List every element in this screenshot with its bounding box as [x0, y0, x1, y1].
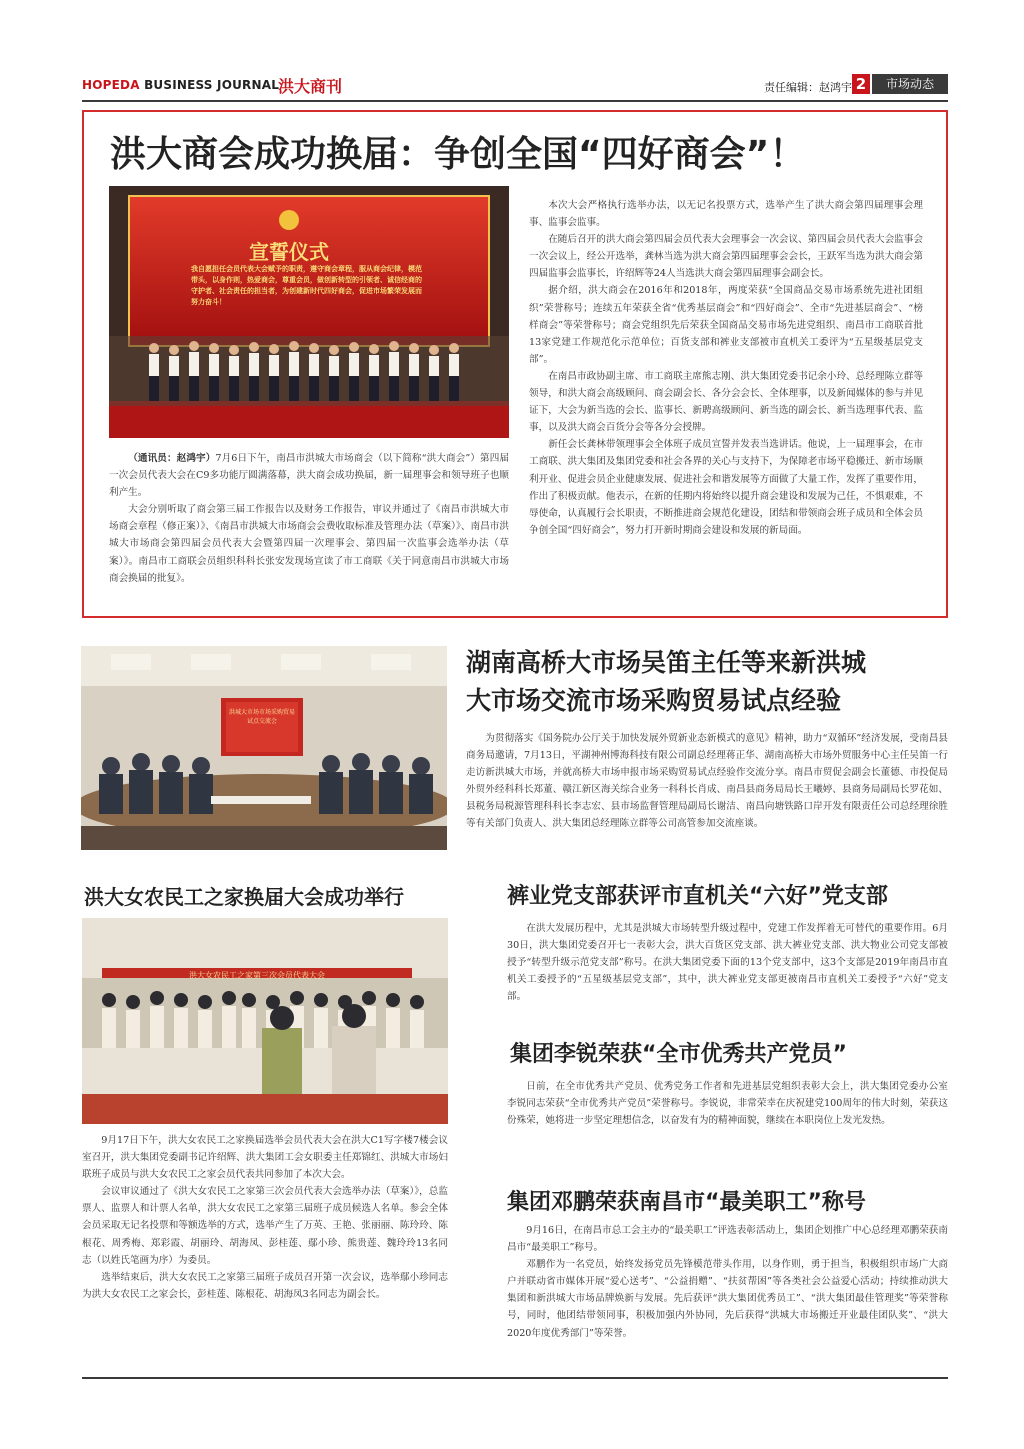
- article-5-title: 集团李锐荣获“全市优秀共产党员”: [510, 1042, 847, 1067]
- paragraph: 在随后召开的洪大商会第四届会员代表大会理事会一次会议、第四届会员代表大会监事会一次会议上，经公开选举，龚林当选为洪大商会第四届理事会会长，王跃军当选为洪大商会第四届监事会监事长，许绍辉等24人当选洪大商会第四届理事会副会长。: [529, 234, 923, 280]
- paragraph: 为贯彻落实《国务院办公厅关于加快发展外贸新业态新模式的意见》精神，助力“双循环”经济发展，受南昌县商务局邀请，7月13日，平湖神州博海科技有限公司副总经理蒋正华、湖南高桥大市场外贸服务中心主任吴笛一行走访新洪城大市场，并就高桥大市场申报市场采购贸易试点经验作交流分享。南昌市贸促会副会长董德、市投促局外贸外经科科长郑董、赣江新区海关综合业务一科科长肖成、南昌县商务局局长王曦婷、县商务局副局长罗花如、县税务局税源管理科科长李志宏、县市场监督管理局副局长谢洁、南昌向塘铁路口岸开发有限责任公司总经理徐胜等有关部门负责人、洪大集团总经理陈立群等公司高管参加交流座谈。: [466, 733, 948, 830]
- article-4-body: [507, 920, 948, 1005]
- masthead-rule: [82, 100, 948, 102]
- page-number: 2: [852, 74, 870, 94]
- paragraph: 日前，在全市优秀共产党员、优秀党务工作者和先进基层党组织表彰大会上，洪大集团党委办公室李锐同志荣获“全市优秀共产党员”荣誉称号。李锐说，非常荣幸在庆祝建党100周年的伟大时刻，荣获这份殊荣，她将进一步坚定理想信念，以奋发有为的精神面貌，继续在本职岗位上发光发热。: [507, 1081, 948, 1127]
- editor-credit: 责任编辑：赵鸿宇: [764, 81, 852, 94]
- footer-rule: [82, 1377, 948, 1379]
- article-3-photo: [82, 918, 448, 1124]
- oath-banner-title: 宣誓仪式: [249, 240, 329, 264]
- paragraph: 据介绍，洪大商会在2016年和2018年，两度荣获“全国商品交易市场系统先进社团组织”荣誉称号；连续五年荣获全省“优秀基层商会”和“四好商会”、全市“先进基层商会”、“榜样商会”等荣誉称号；商会党组织先后荣获全国商品交易市场先进党组织、南昌市工商联首批13家党建工作规范化示范单位；百货支部和裤业支部被市直机关工委评为“五星级基层党支部”。: [529, 285, 923, 365]
- article-2-title: [466, 644, 946, 720]
- article-1-body-right: [529, 197, 923, 539]
- article-2-photo: [81, 646, 447, 850]
- article-1-title: 洪大商会成功换届：争创全国“四好商会”！: [110, 134, 806, 175]
- paragraph: 在南昌市政协副主席、市工商联主席熊志刚、洪大集团党委书记余小玲、总经理陈立群等领导，和洪大商会高级顾问、商会副会长、各分会会长、全体理事，以及新闻媒体的参与并见证下，大会为新当选的会长、监事长、新聘高级顾问、新当选的副会长、新当选理事代表、监事，以及洪大商会百货分会等各分会授牌。: [529, 370, 923, 434]
- paragraph: 选举结束后，洪大女农民工之家第三届班子成员召开第一次会议，选举鄢小珍同志为洪大女农民工之家会长，彭桂莲、陈根花、胡海凤3名同志为副会长。: [82, 1271, 448, 1300]
- oath-banner-text: 我自愿担任会员代表大会赋予的职责，遵守商会章程，服从商会纪律，模范带头，以身作则，热爱商会，尊重会员，做创新转型的引领者、诚信经商的守护者、社会责任的担当者，为创建新时代四好商会，促进市场繁荣发展而努力奋斗！: [191, 265, 422, 306]
- article-6-title: 集团邓鹏荣获南昌市“最美职工”称号: [507, 1190, 866, 1215]
- paragraph: （通讯员：赵鸿宇）7月6日下午，南昌市洪城大市场商会（以下简称“洪大商会”）第四届一次会员代表大会在C9多功能厅圆满落幕，洪大商会成功换届，新一届理事会和领导班子也顺利产生。: [109, 453, 509, 499]
- paragraph: 大会分别听取了商会第三届工作报告以及财务工作报告，审议并通过了《南昌市洪城大市场商会章程（修正案）》、《南昌市洪城大市场商会会费收取标准及管理办法（草案）》、南昌市洪城大市场商会第四届会员代表大会暨第四届一次理事会、第四届一次监事会选举办法（草案）》。南昌市工商联会员组织科科长张安发现场宣读了市工商联《关于同意南昌市洪城大市场商会换届的批复》。: [109, 504, 509, 584]
- article-3-title: 洪大女农民工之家换届大会成功举行: [84, 885, 404, 909]
- article-1-body-left: [109, 450, 509, 587]
- meeting-screen-text: 洪城大市场市场采购贸易试点交流会: [228, 709, 295, 725]
- article-4-title: 裤业党支部获评市直机关“六好”党支部: [507, 884, 888, 909]
- paragraph: 本次大会严格执行选举办法，以无记名投票方式，选举产生了洪大商会第四届理事会理事、监事会监事。: [529, 200, 923, 229]
- meeting-banner-text: 洪大女农民工之家第三次会员代表大会: [189, 971, 325, 980]
- article-3-body: [82, 1132, 448, 1303]
- section-label: 市场动态: [872, 74, 948, 94]
- paragraph: 9月17日下午，洪大女农民工之家换届选举会员代表大会在洪大C1写字楼7楼会议室召开，洪大集团党委副书记许绍辉、洪大集团工会女职委主任郑锦红、洪城大市场妇联班子成员与洪大女农民工之家会员代表共同参加了本次大会。: [82, 1135, 448, 1181]
- paragraph: 新任会长龚林带领理事会全体班子成员宣誓并发表当选讲话。他说，上一届理事会，在市工商联、洪大集团及集团党委和社会各界的关心与支持下，为保障老市场平稳搬迁、新市场顺利开业、促进会员企业健康发展、促进社会和谐发展等方面做了大量工作，发挥了重要作用，作出了积极贡献。他表示，在新的任期内将始终以提升商会建设和发展为己任，不惧艰难，不辱使命，认真履行会长职责，不断推进商会规范化建设，团结和带领商会班子成员和全体会员争创全国“四好商会”，努力打开新时期商会建设和发展的新局面。: [529, 439, 923, 536]
- article-2-title-line-2: 大市场交流市场采购贸易试点经验: [466, 686, 842, 715]
- brand-logo-en: HOPEDA BUSINESS JOURNAL: [82, 78, 280, 92]
- paragraph: 在洪大发展历程中，尤其是洪城大市场转型升级过程中，党建工作发挥着无可替代的重要作用。6月30日，洪大集团党委召开七一表彰大会，洪大百货区党支部、洪大裤业党支部、洪大物业公司党支部被授予“转型升级示范党支部”称号。在洪大集团党委下面的13个党支部中，这3个支部是2019年南昌市直机关工委授予的“五星级基层党支部”，其中，洪大裤业党支部更被南昌市直机关工委授予“六好”党支部。: [507, 923, 948, 1003]
- article-2-body: [466, 730, 948, 833]
- paragraph: 会议审议通过了《洪大女农民工之家第三次会员代表大会选举办法（草案）》，总监票人、监票人和计票人名单，洪大女农民工之家第三届班子成员候选人名单。参会全体会员采取无记名投票和等额选举的方式，选举产生了万英、王艳、张丽丽、陈玲玲、陈根花、周秀梅、郑彩霞、胡丽玲、胡海凤、彭桂莲、鄢小珍、熊贵莲、魏玲玲13名同志（以姓氏笔画为序）为委员。: [82, 1186, 448, 1266]
- paragraph: 9月16日，在南昌市总工会主办的“最美职工”评选表彰活动上，集团企划推广中心总经理邓鹏荣获南昌市“最美职工”称号。: [507, 1225, 948, 1254]
- brand-logo-cn: 洪大商刊: [278, 77, 343, 96]
- article-6-body: [507, 1222, 948, 1342]
- article-2-title-line-1: 湖南高桥大市场吴笛主任等来新洪城: [466, 648, 867, 677]
- paragraph: 邓鹏作为一名党员，始终发扬党员先锋模范带头作用，以身作则，勇于担当，积极组织市场广大商户并联动省市媒体开展“爱心送考”、“公益捐赠”、“扶贫帮困”等各类社会公益爱心活动；持续推动洪大集团和新洪城大市场品牌焕新与发展。先后获评“洪大集团优秀员工”、“洪大集团最佳管理奖”等荣誉称号，同时，他团结带领同事，积极加强内外协同，先后获得“洪城大市场搬迁开业最佳团队奖”、“洪大2020年度优秀部门”等荣誉。: [507, 1259, 948, 1339]
- article-5-body: [507, 1078, 948, 1129]
- article-1-photo: [109, 186, 509, 438]
- masthead: [82, 74, 948, 100]
